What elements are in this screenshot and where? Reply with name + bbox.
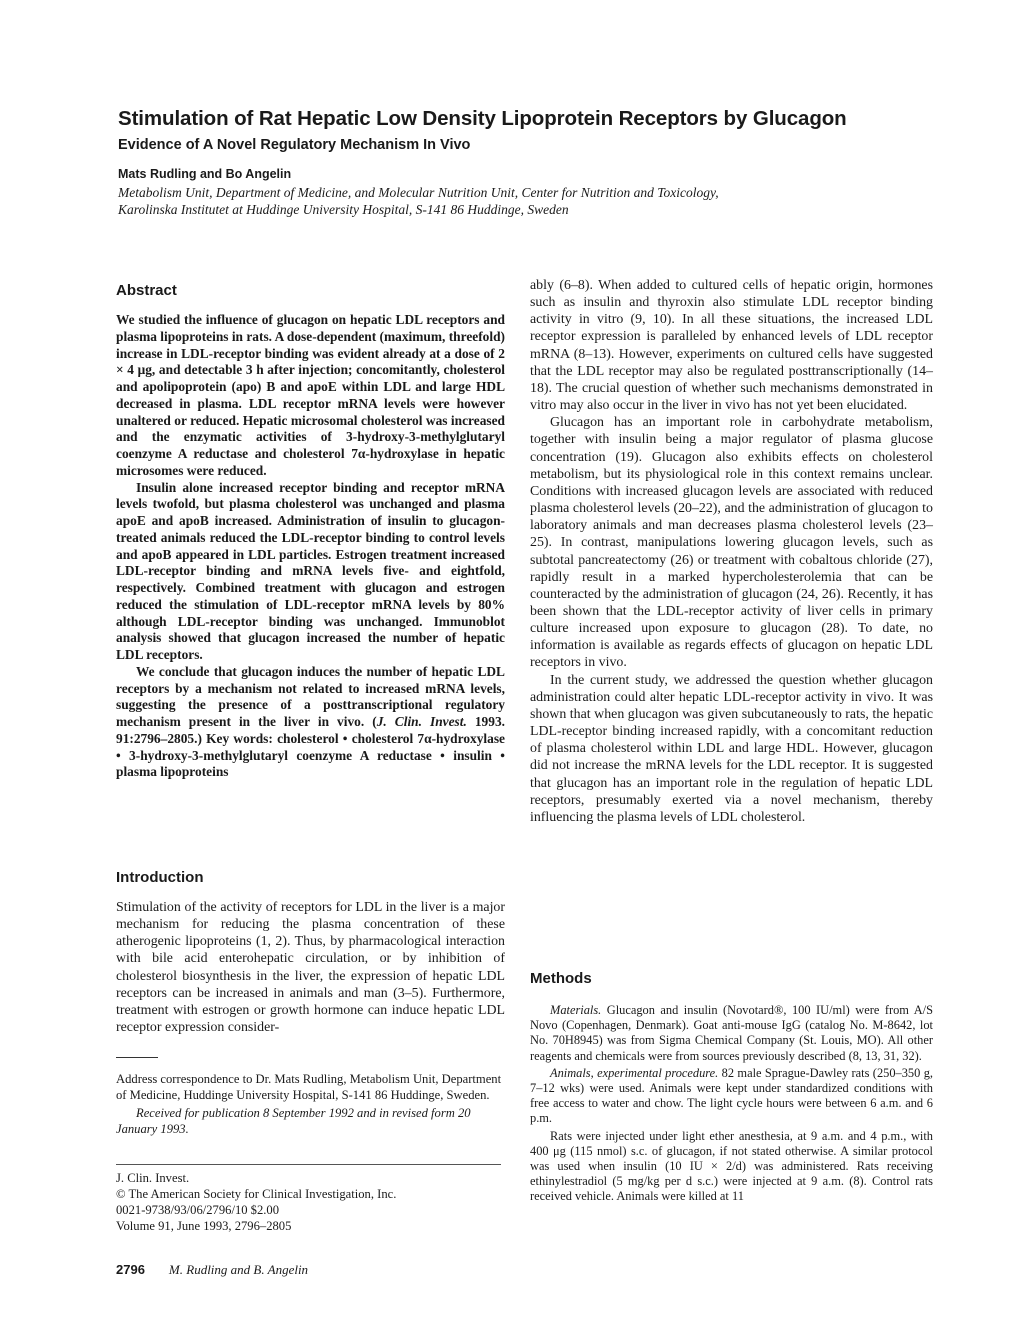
journal-name: J. Clin. Invest. [116,1171,190,1185]
running-footer-authors: M. Rudling and B. Angelin [168,1262,309,1277]
animals-paragraph [530,1066,933,1127]
footnote-rule [116,1057,158,1058]
introduction-paragraph-1-continued: ably (6–8). When added to cultured cells of hepatic origin, hormones such as insulin and thyroxin also stimulate LDL receptor binding activity in vitro (9, 10). In all these situations, the increased LDL receptor expression is paralleled by enhanced levels of LDL receptor mRNA (8–13). However, experiments on cultured cells have suggested that the LDL receptor may also be regulated posttranscriptionally (14–18). The crucial question of whether such mechanisms demonstrated in vitro may also occur in the liver in vivo has not yet been elucidated. [530,278,933,414]
page-number: 2796 [116,1262,145,1277]
materials-paragraph [530,1003,933,1064]
introduction-section [116,869,505,1036]
methods-heading: Methods [530,970,592,987]
introduction-body-left [116,899,505,1036]
abstract-section [116,282,505,781]
methods-section [530,970,933,1205]
received-dates: Received for publication 8 September 1992 and in revised form 20 January 1993. [116,1106,471,1136]
injection-paragraph: Rats were injected under light ether anesthesia, at 9 a.m. and 4 p.m., with 400 μg (115 nmol) s.c. of glucagon, if not stated otherwise. A similar protocol was used when insulin (10 IU × 2/d) was administered. Rats receiving ethinylestradiol (5 mg/kg per d s.c.) were injected at 9 a.m. (8). Control rats received vehicle. Animals were killed at 11 [530,1128,933,1204]
abstract-paragraph-2: Insulin alone increased receptor binding and receptor mRNA levels twofold, but plasma cholesterol was unchanged and plasma apoE and apoB increased. Administration of insulin to glucagon-treated animals reduced the LDL-receptor binding to control levels and apoB appeared in LDL particles. Estrogen treatment increased LDL-receptor binding and mRNA levels five- and eightfold, respectively. Combined treatment with glucagon and estrogen reduced the stimulation of LDL-receptor mRNA levels by 80% although LDL-receptor binding was unchanged. Immunoblot analysis showed that glucagon increased the number of hepatic LDL receptors. [116,479,505,662]
issn-line: 0021-9738/93/06/2796/10 $2.00 [116,1203,280,1217]
abstract-conclusion: We conclude that glucagon induces the number of hepatic LDL receptors by a mechanism not related to increased mRNA levels, suggesting the presence of a posttranscriptional regulatory mechanism present in the liver in vivo. ( [116,663,505,729]
introduction-heading: Introduction [116,869,204,886]
journal-info [116,1170,505,1234]
materials-text: Glucagon and insulin (Novotard®, 100 IU/ml) were from A/S Novo (Copenhagen, Denmark). Goat anti-mouse IgG (catalog No. M-8642, lot No. 70H8945) was from Sigma Chemical Company (St. Louis, MO). All other reagents and chemicals were from sources previously described (8, 13, 31, 32). [530,1003,933,1063]
abstract-keywords: 1993. 91:2796–2805.) Key words: cholesterol • cholesterol 7α-hydroxylase • 3-hydroxy-3-methylglutaryl coenzyme A reductase • insulin • plasma lipoproteins [116,714,505,780]
copyright-line: © The American Society for Clinical Investigation, Inc. [116,1187,397,1201]
correspondence-address: Address correspondence to Dr. Mats Rudling, Metabolism Unit, Department of Medicine, Huddinge University Hospital, S-141 86 Huddinge, Sweden. [116,1072,502,1102]
abstract-paragraph-1: We studied the influence of glucagon on hepatic LDL receptors and plasma lipoproteins in rats. A dose-dependent (maximum, threefold) increase in LDL-receptor binding was evident already at a dose of 2 × 4 μg, and detectable 3 h after injection; concomitantly, cholesterol and apolipoprotein (apo) B and apoE within LDL and large HDL decreased in plasma. LDL receptor mRNA levels were however unaltered or reduced. Hepatic microsomal cholesterol was increased and the enzymatic activities of 3-hydroxy-3-methylglutaryl coenzyme A reductase and cholesterol 7α-hydroxylase in hepatic microsomes were reduced. [116,312,505,478]
affiliation-line-2: Karolinska Institutet at Huddinge University Hospital, S-141 86 Huddinge, Sweden [118,202,569,217]
article-subtitle: Evidence of A Novel Regulatory Mechanism In Vivo [118,137,471,153]
footnotes [116,1072,505,1137]
author-line: Mats Rudling and Bo Angelin [118,167,292,181]
affiliation [118,184,938,218]
introduction-paragraph-2: Glucagon has an important role in carbohydrate metabolism, together with insulin being a major regulator of plasma glucose concentration (19). Glucagon also exhibits effects on cholesterol metabolism, but its physiological role in this context remains unclear. Conditions with increased glucagon levels are associated with reduced plasma cholesterol levels (20–22), and the administration of glucagon to laboratory animals and man decreases plasma cholesterol levels (23–25). In contrast, manipulations lowering glucagon levels, such as subtotal pancreatectomy (26) or treatment with cobaltous chloride (27), rapidly result in a marked hypercholesterolemia that can be counteracted by the administration of glucagon (24, 26). Recently, it has been shown that the LDL-receptor activity of liver cells in primary culture increased upon exposure to glucagon (28). To date, no information is available as regards effects of glucagon on hepatic LDL receptors in vivo. [530,415,933,671]
affiliation-line-1: Metabolism Unit, Department of Medicine, and Molecular Nutrition Unit, Center for Nutrition and Toxicology, [118,185,719,200]
volume-line: Volume 91, June 1993, 2796–2805 [116,1219,292,1233]
introduction-paragraph-1: Stimulation of the activity of receptors for LDL in the liver is a major mechanism for reducing the plasma concentration of these atherogenic lipoproteins (1, 2). Thus, by pharmacological interaction with bile acid enterohepatic circulation, or by inhibition of cholesterol biosynthesis in the liver, the expression of hepatic LDL receptors can be increased in animals and man (3–5). Furthermore, treatment with estrogen or growth hormone can induce hepatic LDL receptor expression consider- [116,900,505,1036]
abstract-heading: Abstract [116,282,177,299]
methods-body [530,1003,933,1205]
materials-label: Materials. [550,1003,602,1017]
article-title: Stimulation of Rat Hepatic Low Density Lipoprotein Receptors by Glucagon [118,107,847,130]
page-footer [116,1262,308,1278]
journal-citation: J. Clin. Invest. [376,714,467,729]
animals-label: Animals, experimental procedure. [550,1065,719,1080]
abstract-body [116,312,505,781]
introduction-body-right [530,277,933,826]
introduction-continued [530,277,933,826]
animals-text: 82 male Sprague-Dawley rats (250–350 g, 7–12 wks) were used. Animals were kept under standardized conditions with free access to water and chow. The light cycle hours were between 6 a.m. and 6 p.m. [530,1065,933,1126]
abstract-paragraph-3 [116,664,505,781]
journal-info-rule [116,1164,501,1165]
introduction-paragraph-3: In the current study, we addressed the question whether glucagon administration could alter hepatic LDL-receptor activity in vivo. It was shown that when glucagon was given subcutaneously to rats, the hepatic LDL-receptor binding increased rapidly, with a concomitant reduction of plasma cholesterol within LDL and large HDL. However, glucagon did not increase the mRNA levels for the LDL receptor. It is suggested that glucagon has an important role in the regulation of hepatic LDL receptors, presumably exerted via a novel mechanism, thereby influencing the plasma levels of LDL cholesterol. [530,672,933,825]
